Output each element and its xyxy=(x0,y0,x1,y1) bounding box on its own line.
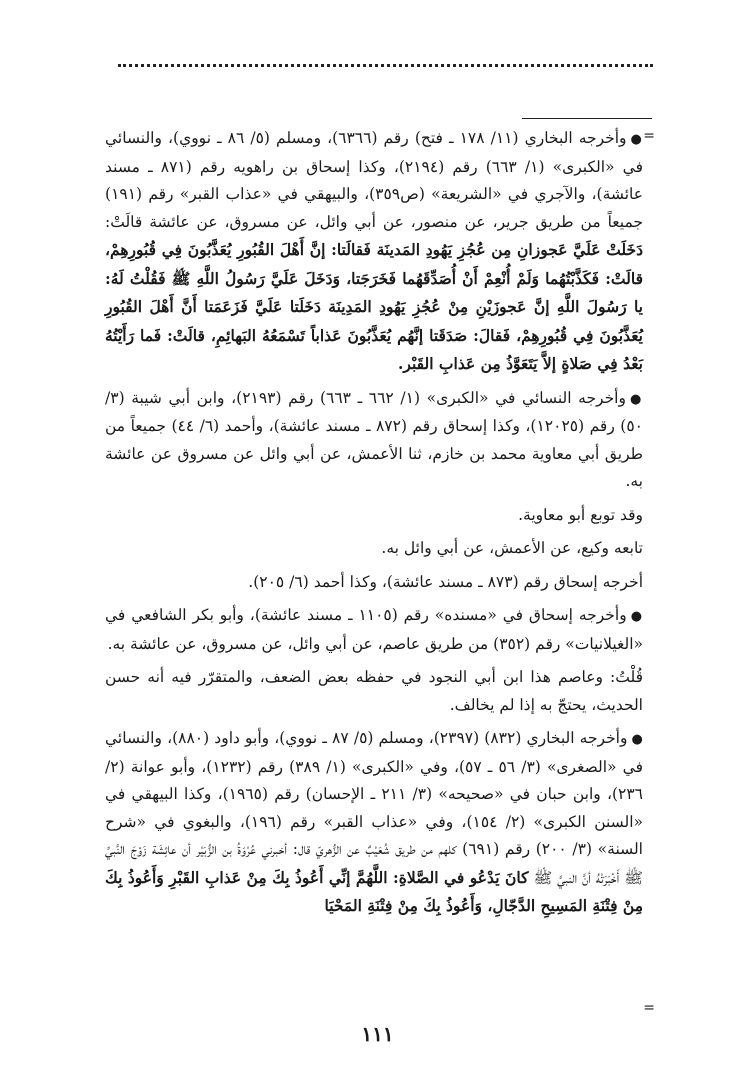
paragraph-text: وأخرجه البخاري (١١/ ١٧٨ ـ فتح) رقم (٦٣٦٦)، ومسلم (٥/ ٨٦ ـ نووي)، والنسائي في «الكبرى» (١/ ٦٦٣) رقم (٢١٩٤)، وكذا إسحاق بن راهويه رقم (٨٧١ ـ مسند عائشة)، والآجري في «الشريعة» (ص٣٥٩)، والبيهقي في «عذاب القبر» رقم (١٩١) جميعاً من طريق جرير، عن منصور، عن أبي وائل، عن مسروق، عن عائشة قالَتْ: xyxy=(105,129,643,231)
paragraph-text: وأخرجه النسائي في «الكبرى» (١/ ٦٦٢ ـ ٦٦٣) رقم (٢١٩٣)، وابن أبي شيبة (٣/ ٥٠) رقم (١٢٠٢٥)، وكذا إسحاق رقم (٨٧٢ ـ مسند عائشة)، وأحمد (٦/ ٤٤) جميعاً من طريق أبي معاوية محمد بن خازم، ثنا الأعمش، عن أبي وائل عن مسروق عن عائشة به. xyxy=(105,388,643,490)
footnote-paragraph xyxy=(105,535,643,563)
bullet-icon: ● xyxy=(630,132,643,147)
hadith-quote: كانَ يَدْعُو في الصَّلاةِ: اللَّهُمَّ إنِّي أَعُوذُ بِكَ مِنْ عَذابِ القَبْرِ وَأَعُوذُ بِكَ مِنْ فِتْنَةِ المَسِيحِ الدَّجّالِ، وَأَعُوذُ بِكَ مِنْ فِتْنَةِ المَحْيَا xyxy=(105,867,643,915)
header-dotted-rule xyxy=(118,64,653,67)
paragraph-text: تابعه وكيع، عن الأعمش، عن أبي وائل به. xyxy=(381,539,643,557)
footnote-paragraph xyxy=(105,502,643,530)
paragraph-text: قُلْتُ: وعاصم هذا ابن أبي النجود في حفظه بعض الضعف، والمتقرّر فيه أنه حسن الحديث، يحتجّ به إذا لم يخالف. xyxy=(105,668,643,714)
paragraph-text: أخرجه إسحاق رقم (٨٧٣ ـ مسند عائشة)، وكذا أحمد (٦/ ٢٠٥). xyxy=(248,572,643,591)
footnote-separator xyxy=(522,118,652,119)
bullet-icon: ● xyxy=(631,732,644,747)
footnote-paragraph xyxy=(105,125,643,379)
paragraph-text: وقد توبع أبو معاوية. xyxy=(518,505,643,524)
footnote-paragraph xyxy=(105,725,643,921)
bullet-icon: ● xyxy=(629,391,643,407)
paragraph-text: وأخرجه إسحاق في «مسنده» رقم (١١٠٥ ـ مسند عائشة)، وأبو بكر الشافعي في «الغيلانيات» رقم (٣٥٢) من طريق عاصم، عن أبي وائل، عن مسروق، عن عائشة به. xyxy=(105,606,643,653)
continuation-mark-top: = xyxy=(643,128,655,144)
continuation-mark-bottom: = xyxy=(643,1000,655,1016)
footnote-paragraph xyxy=(105,385,643,496)
footnote-body xyxy=(105,125,643,927)
hadith-quote: دَخَلَتْ عَلَيَّ عَجوزانِ مِن عُجُزِ يَهُودِ المَدينَة فَقالَتا: إنَّ أَهْلَ القُبُورِ يُعَذَّبُونَ فِي قُبُورِهِمْ، قالَتْ: فَكَذَّبْتُهُما وَلَمْ أُنْعِمْ أَنْ أُصَدِّقَهُما فَخَرَجَتا، وَدَخَلَ عَلَيَّ رَسُولُ اللَّهِ ﷺ فَقُلْتُ لَهُ: يا رَسُولَ اللَّهِ إنَّ عَجوزَيْنِ مِنْ عُجُزِ يَهُودِ المَدِينَة دَخَلَتا عَلَيَّ فَزَعَمَتا أَنَّ أَهْلَ القُبُورِ يُعَذَّبُونَ فِي قُبُورِهِمْ، فَقالَ: صَدَقَتا إنَّهُم يُعَذَّبُونَ عَذاباً تَسْمَعُهُ البَهائِمِ، قالَتْ: فَما رَأَيْتُهُ بَعْدُ فِي صَلاةٍ إلاَّ يَتَعَوَّذُ مِن عَذابِ القَبْر. xyxy=(105,240,643,373)
page-number: ١١١ xyxy=(361,1022,394,1046)
footnote-paragraph xyxy=(105,602,643,658)
footnote-paragraph xyxy=(105,664,643,719)
paragraph-text: وأخرجه البخاري (٨٣٢) (٢٣٩٧)، ومسلم (٥/ ٨٧ ـ نووي)، وأبو داود (٨٨٠)، والنسائي في «الصغرى» (٣/ ٥٦ ـ ٥٧)، وفي «الكبرى» (١/ ٣٨٩) رقم (١٢٣٢)، وأبو عوانة (٢/ ٢٣٦)، وابن حبان في «صحيحه» (٣/ ٢١١ ـ الإحسان) رقم (١٩٦٥)، وكذا البيهقي في «السنن الكبرى» (٢/ ١٥٤)، وفي «عذاب القبر» رقم (١٩٦)، والبغوي في «شرح السنة» (٣/ ٢٠٠) رقم (٦٩١) كلهم من طريق شُعَيْبٌ عن الزُّهريّ قال: أخبرني عُرْوَةُ بن الزُّبَيْر أن عائِشَة زَوْجَ النَّبيِّ ﷺ أَخْبَرَتْهُ أنَّ النبيَّ ﷺ xyxy=(105,729,644,887)
bullet-icon: ● xyxy=(630,609,643,624)
footnote-paragraph xyxy=(105,569,643,597)
